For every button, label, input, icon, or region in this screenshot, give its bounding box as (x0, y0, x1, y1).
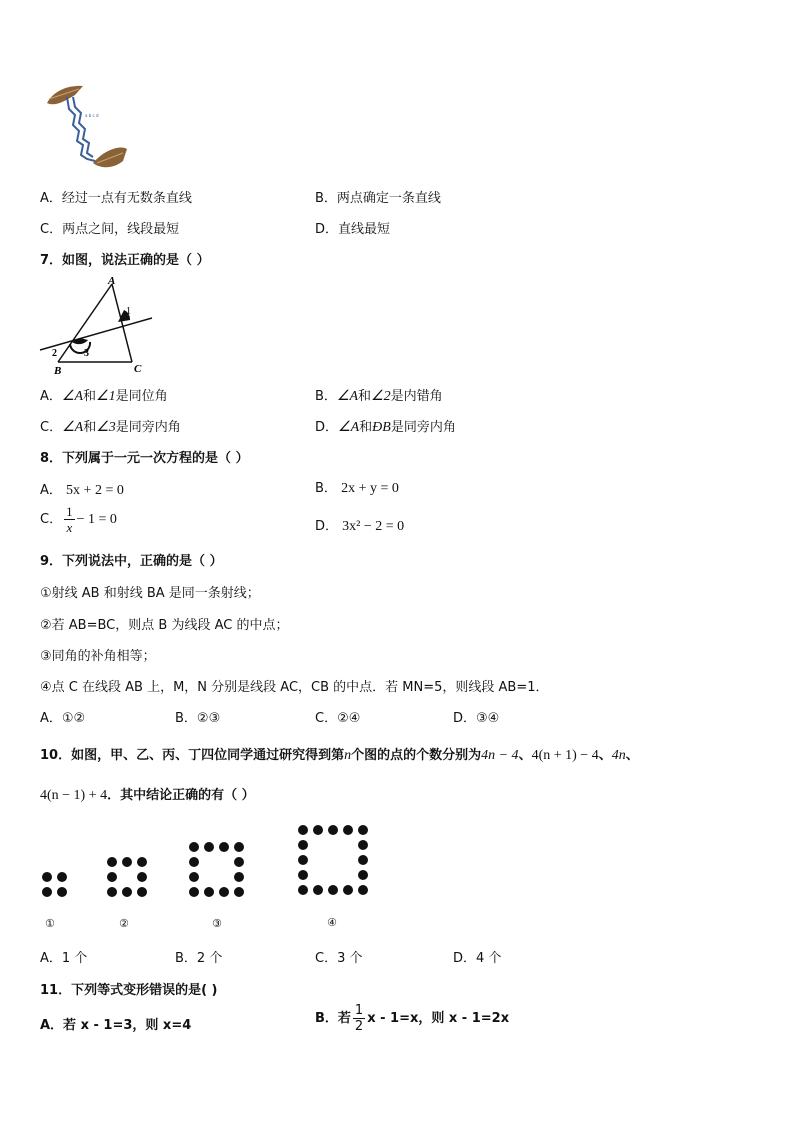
q6-option-d: D．直线最短 (315, 222, 391, 237)
q9-option-d: D．③④ (453, 711, 500, 726)
dot-fig4 (298, 885, 308, 895)
dot-fig4 (343, 885, 353, 895)
dot-fig2 (122, 857, 132, 867)
dot-fig2 (137, 872, 147, 882)
fig-label-a: A (108, 276, 116, 287)
dot-fig2 (137, 857, 147, 867)
dot-fig4 (343, 825, 353, 835)
q9-item-1: ①射线 AB 和射线 BA 是同一条射线； (40, 586, 260, 601)
dot-fig4 (298, 870, 308, 880)
q7-option-c: C．∠A和∠3是同旁内角 (40, 420, 181, 435)
dot-fig3 (219, 887, 229, 897)
dot-fig2 (137, 887, 147, 897)
q10-stem-line1: 10．如图，甲、乙、丙、丁四位同学通过研究得到第n个图的点的个数分别为4n − 4、4(n + 1) − 4、4n、 (40, 748, 639, 763)
q8-option-b: B． 2x + y = 0 (315, 481, 399, 496)
fig-label-2: 2 (52, 348, 57, 359)
svg-text:a b c d: a b c d (85, 113, 99, 118)
q7-option-d: D．∠A和ÐB是同旁内角 (315, 420, 456, 435)
q9-item-4: ④点 C 在线段 AB 上，M，N 分别是线段 AC，CB 的中点．若 MN=5，则线段 AB=1． (40, 680, 549, 695)
dot-fig3 (189, 887, 199, 897)
dot-fig3 (189, 842, 199, 852)
q8-stem: 8．下列属于一元一次方程的是（ ） (40, 451, 249, 466)
fig-label-c: C (134, 363, 142, 375)
dot-fig1 (42, 887, 52, 897)
dot-fig1 (57, 872, 67, 882)
q9-stem: 9．下列说法中，正确的是（ ） (40, 554, 223, 569)
dot-fig4 (358, 840, 368, 850)
dot-fig1 (42, 872, 52, 882)
q7-option-b: B．∠A和∠2是内错角 (315, 389, 443, 404)
q10-option-c: C．3 个 (315, 951, 363, 966)
fig-label-3: ③ (212, 917, 222, 930)
dot-fig3 (234, 842, 244, 852)
dot-fig3 (219, 842, 229, 852)
dot-fig4 (298, 840, 308, 850)
dot-fig3 (204, 842, 214, 852)
q10-option-b: B．2 个 (175, 951, 223, 966)
fig-label-1: 1 (126, 306, 131, 317)
fig-label-2: ② (119, 917, 129, 930)
q6-option-a: A．经过一点有无数条直线 (40, 191, 192, 206)
dot-fig4 (328, 825, 338, 835)
dot-fig4 (313, 825, 323, 835)
q9-item-3: ③同角的补角相等； (40, 649, 156, 664)
dot-fig4 (328, 885, 338, 895)
dot-fig3 (189, 857, 199, 867)
q9-option-a: A．①② (40, 711, 86, 726)
dot-fig3 (189, 872, 199, 882)
q8-option-d: D． 3x² − 2 = 0 (315, 519, 405, 534)
dot-fig4 (358, 855, 368, 865)
q9-option-b: B．②③ (175, 711, 221, 726)
q10-option-a: A．1 个 (40, 951, 88, 966)
q10-stem-line2: 4(n − 1) + 4．其中结论正确的有（ ） (40, 788, 255, 803)
q6-option-b: B．两点确定一条直线 (315, 191, 441, 206)
q8-option-a: A． 5x + 2 = 0 (40, 483, 124, 498)
dot-fig4 (313, 885, 323, 895)
q9-item-2: ②若 AB=BC，则点 B 为线段 AC 的中点； (40, 618, 289, 633)
dot-fig4 (358, 885, 368, 895)
q10-option-d: D．4 个 (453, 951, 502, 966)
dot-fig2 (107, 857, 117, 867)
dot-fig2 (107, 887, 117, 897)
fig-label-b: B (54, 365, 62, 376)
dot-fig3 (234, 872, 244, 882)
dot-fig3 (204, 887, 214, 897)
q8-option-c: C． $\frac{1}{x}$ − 1 = 0 (40, 504, 117, 535)
q7-option-a: A．∠A和∠1是同位角 (40, 389, 168, 404)
dot-fig2 (107, 872, 117, 882)
dot-fig3 (234, 887, 244, 897)
dot-fig4 (298, 855, 308, 865)
dot-fig4 (298, 825, 308, 835)
q6-option-c: C．两点之间，线段最短 (40, 222, 180, 237)
q11-stem: 11．下列等式变形错误的是( ) (40, 983, 218, 998)
q7-stem: 7．如图，说法正确的是（ ） (40, 253, 210, 268)
q11-option-b: B．若 $\frac{1}{2}$ x - 1=x，则 x - 1=2x (315, 1003, 510, 1034)
fig-label-4: ④ (327, 916, 337, 929)
dot-fig2 (122, 887, 132, 897)
dot-fig1 (57, 887, 67, 897)
fig-label-1: ① (45, 917, 55, 930)
q11-option-a: A．若 x - 1=3，则 x=4 (40, 1018, 192, 1033)
dot-fig3 (234, 857, 244, 867)
q9-option-c: C．②④ (315, 711, 361, 726)
fig-label-3: 3 (84, 348, 89, 359)
dot-fig4 (358, 870, 368, 880)
dot-fig4 (358, 825, 368, 835)
